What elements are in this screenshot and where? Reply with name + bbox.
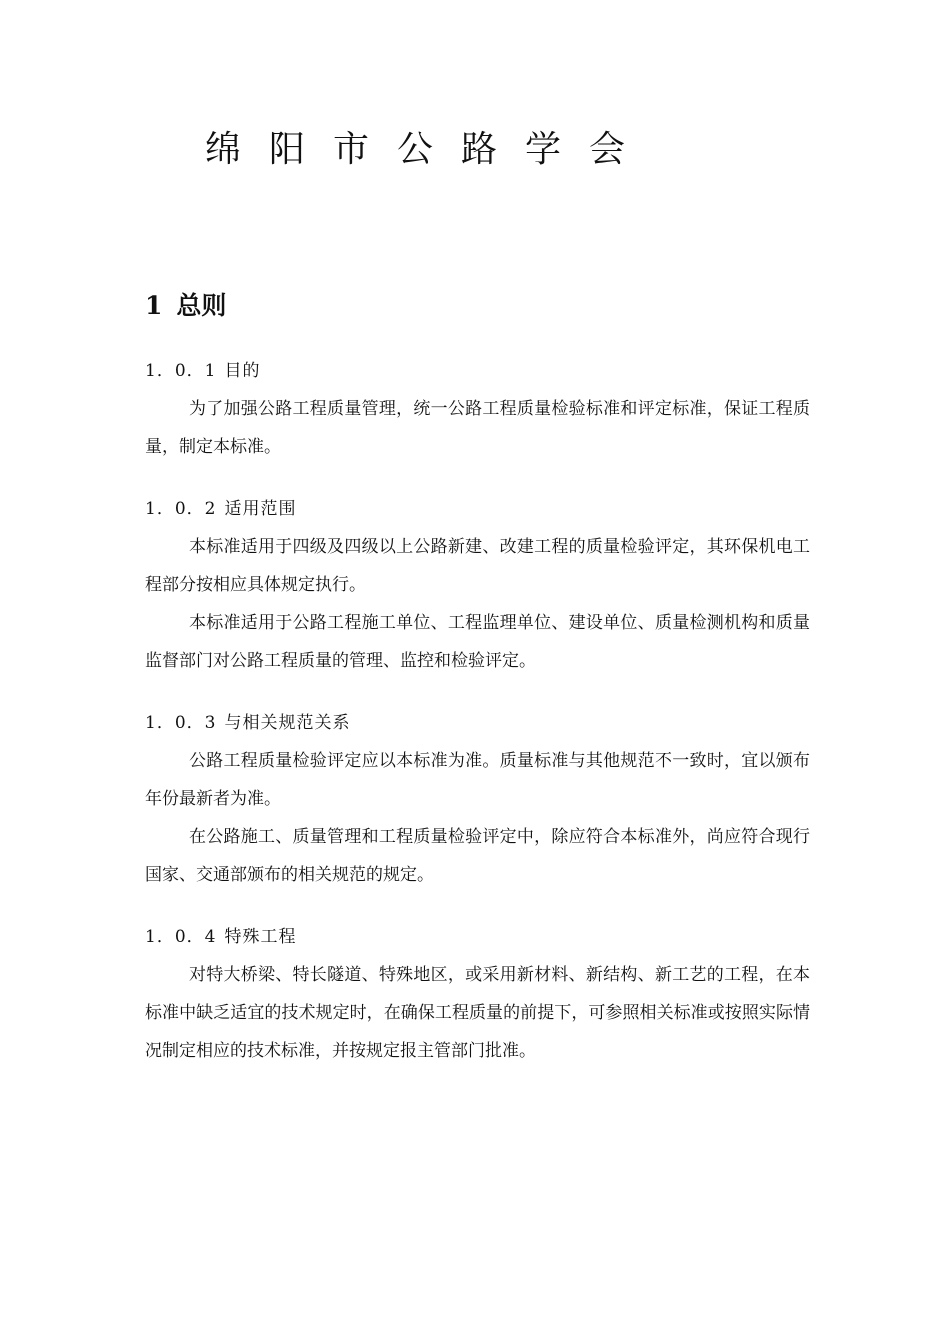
document-body	[145, 352, 810, 1094]
section-title: 特殊工程	[224, 927, 297, 947]
section-paragraph: 本标准适用于公路工程施工单位、工程监理单位、建设单位、质量检测机构和质量监督部门对公路工程质量的管理、监控和检验评定。	[145, 613, 810, 671]
chapter-heading	[145, 288, 226, 324]
section-heading	[145, 490, 810, 528]
section-number: 1．0．4	[145, 927, 217, 947]
section-number: 1．0．3	[145, 713, 217, 733]
section-heading	[145, 704, 810, 742]
section-title: 目的	[224, 361, 261, 381]
section-number: 1．0．1	[145, 361, 217, 381]
section-paragraph: 对特大桥梁、特长隧道、特殊地区，或采用新材料、新结构、新工艺的工程，在本标准中缺乏适宜的技术规定时，在确保工程质量的前提下，可参照相关标准或按照实际情况制定相应的技术标准，并按规定报主管部门批准。	[145, 965, 810, 1061]
section-heading	[145, 352, 810, 390]
section-title: 与相关规范关系	[224, 713, 351, 733]
section-1-0-2	[145, 490, 810, 680]
section-paragraph: 在公路施工、质量管理和工程质量检验评定中，除应符合本标准外，尚应符合现行国家、交通部颁布的相关规范的规定。	[145, 827, 810, 885]
section-paragraph: 公路工程质量检验评定应以本标准为准。质量标准与其他规范不一致时，宜以颁布年份最新者为准。	[145, 751, 810, 809]
section-paragraph: 为了加强公路工程质量管理，统一公路工程质量检验标准和评定标准，保证工程质量，制定本标准。	[145, 399, 810, 457]
section-paragraph: 本标准适用于四级及四级以上公路新建、改建工程的质量检验评定，其环保机电工程部分按相应具体规定执行。	[145, 537, 810, 595]
section-1-0-4	[145, 918, 810, 1070]
organization-title: 绵阳市公路学会	[205, 129, 654, 170]
section-title: 适用范围	[224, 499, 297, 519]
section-heading	[145, 918, 810, 956]
chapter-number: 1	[145, 291, 163, 320]
chapter-title: 总则	[176, 291, 227, 320]
section-1-0-1	[145, 352, 810, 466]
section-number: 1．0．2	[145, 499, 217, 519]
section-1-0-3	[145, 704, 810, 894]
